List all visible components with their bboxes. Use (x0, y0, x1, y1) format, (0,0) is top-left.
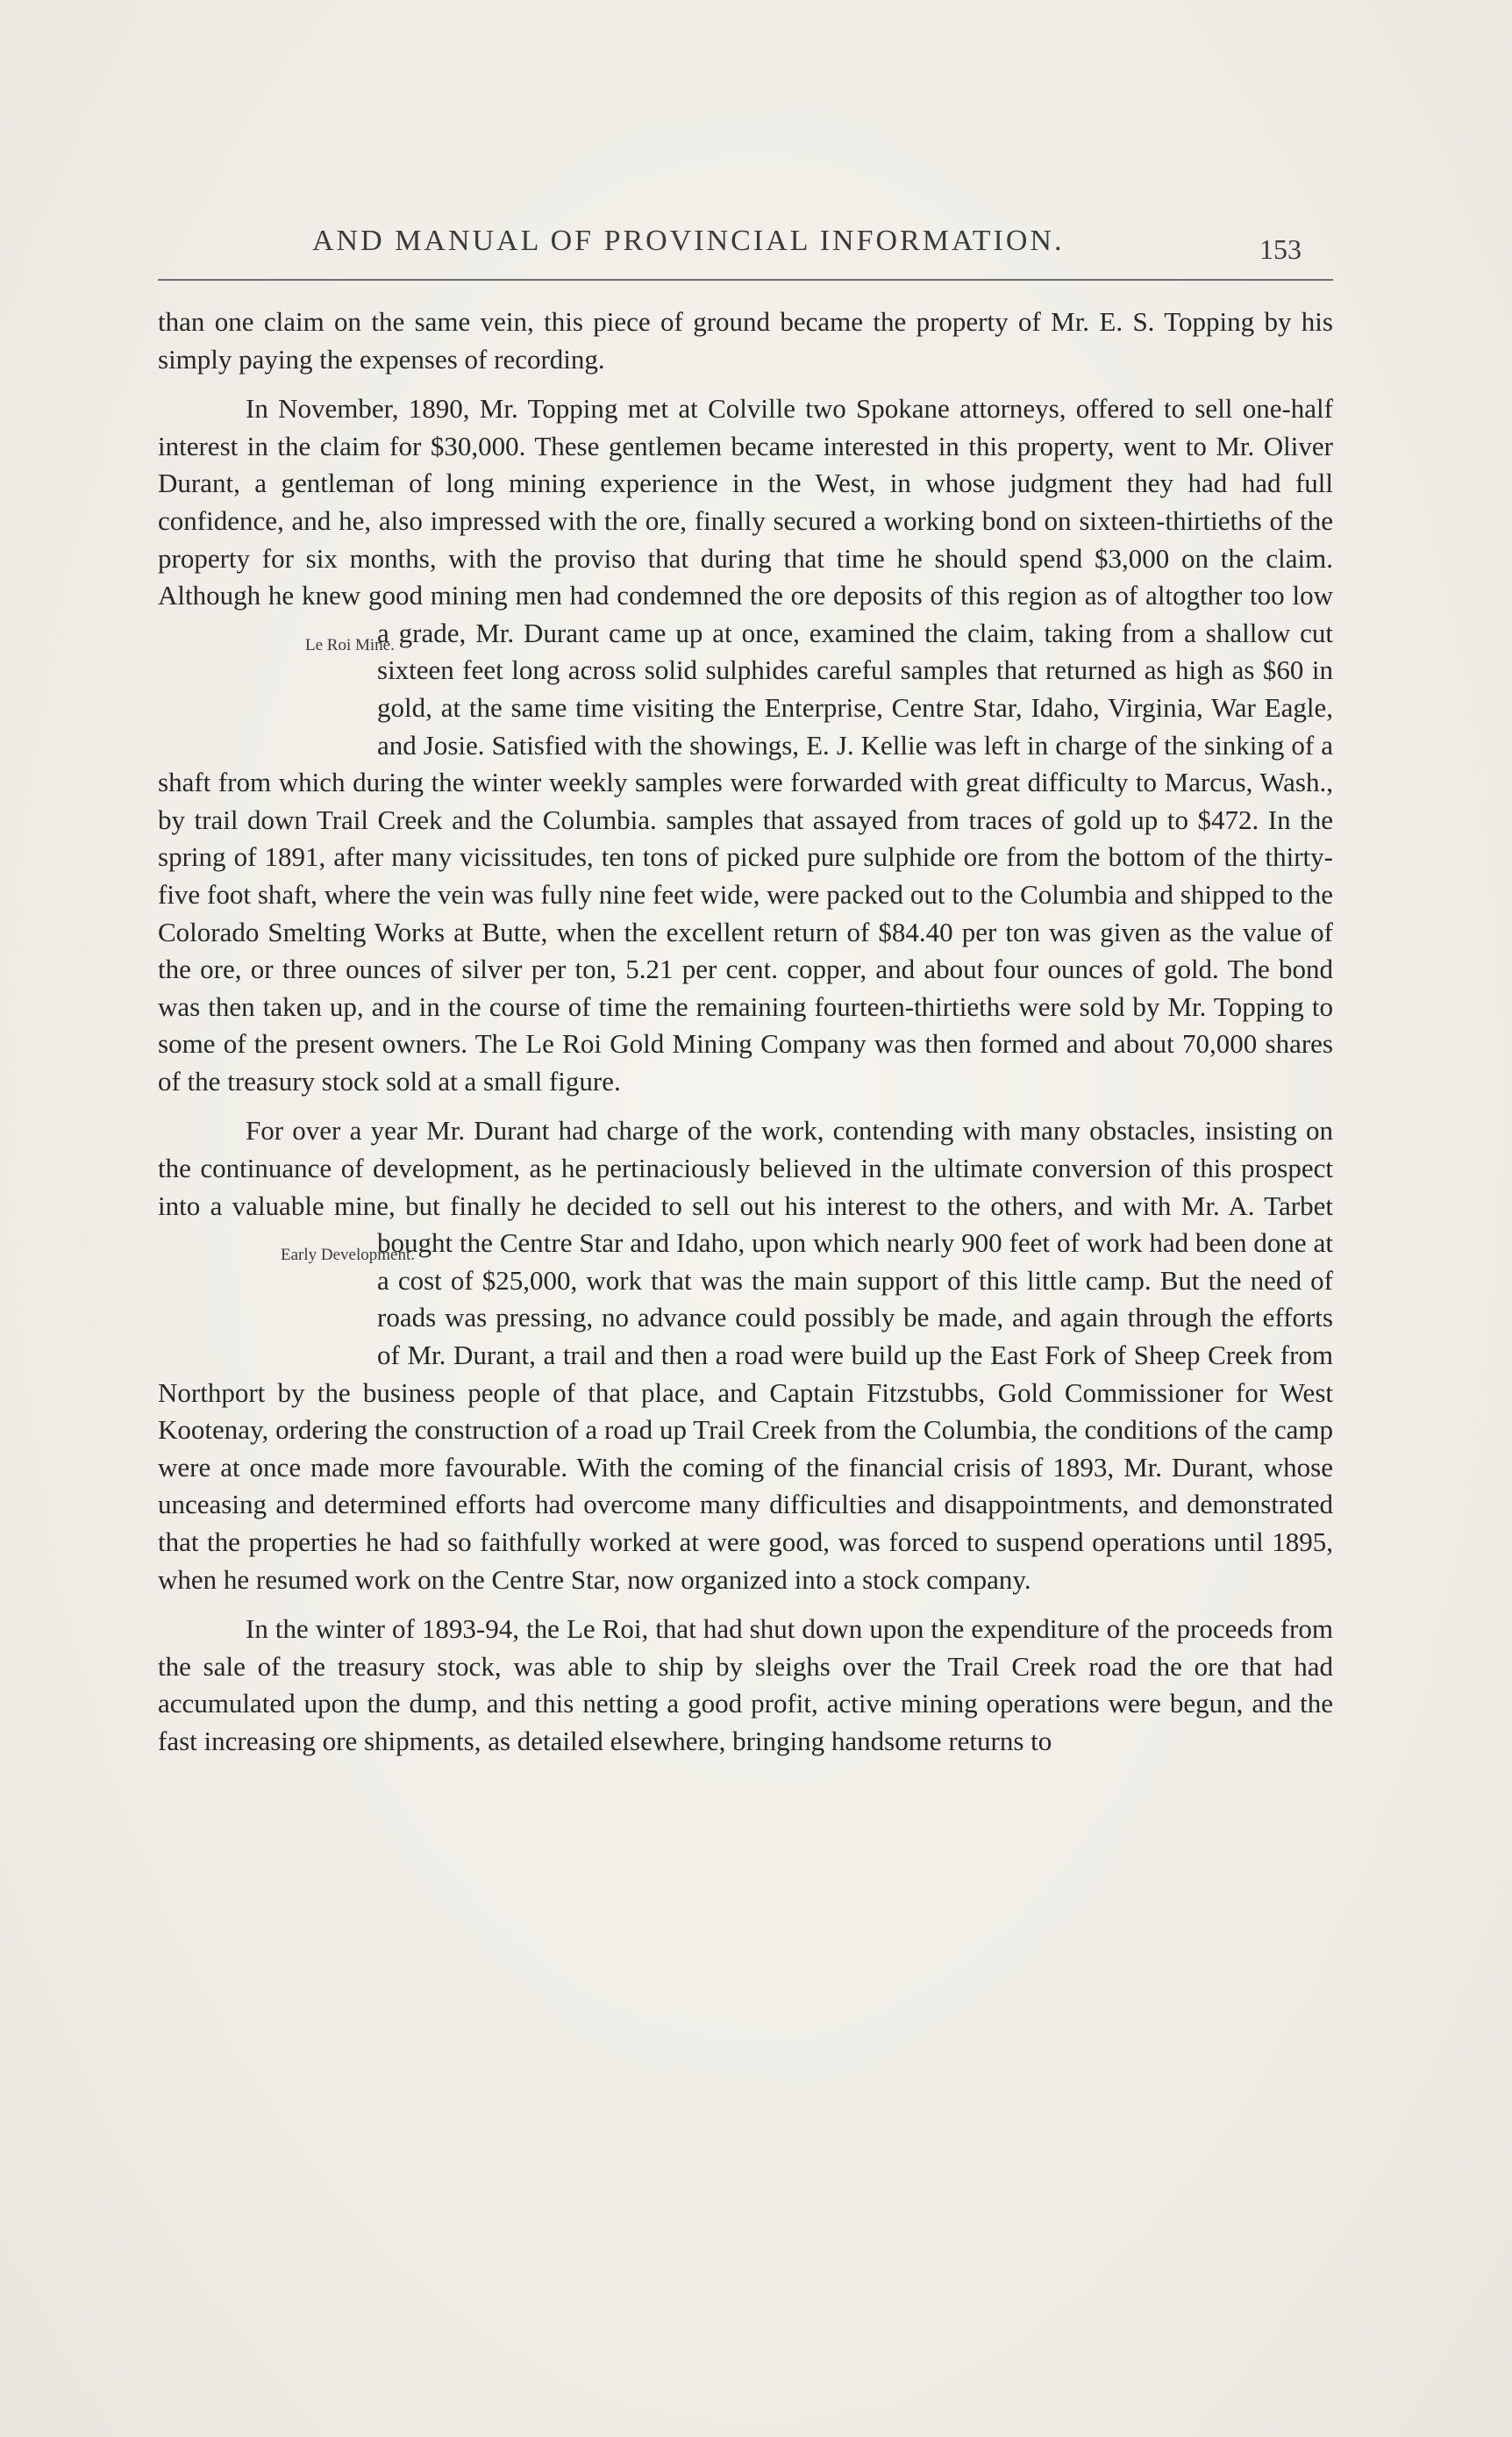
paragraph-3-start: For over a year Mr. Durant had charge of the work, contending with many obstacles, insisting on the continuance of development, as he pertinaciously believed in the ultimate conversion of this prospect into a valuable mine, but finally he decided to sell out his interest to the others, and with Mr. A. Tarbet bought (158, 1115, 1333, 1259)
paragraph-1: than one claim on the same vein, this piece of ground became the property of Mr. E. S. Topping by his simply paying the expenses of recording. (158, 306, 1333, 375)
sidenote-le-roi (158, 615, 395, 727)
paragraph-2 (158, 390, 1333, 1100)
sidenote-early-development-label: Early Development. (281, 1246, 416, 1265)
body-text (158, 304, 1333, 1773)
page-number: 153 (1259, 233, 1302, 265)
sidenote-le-roi-label: Le Roi Mine. (305, 635, 395, 654)
paragraph-3-rest: the Centre Star and Idaho, upon which nearly 900 feet of work had been done at a cost of $25,000, work that was the main support of this little camp. But the need of roads was pressing, no advance could possibly be made, and again through the efforts of Mr. Durant, a trail and then a road were build up the East Fork of Sheep Creek from Northport by the business people of that place, and Captain Fitzstubbs, Gold Commissioner for West Kootenay, ordering the construction of a road up Trail Creek from the Columbia, the conditions of the camp were at once made more favourable. With the coming of the financial crisis of 1893, Mr. Durant, whose unceasing and determined efforts had overcome many difficulties and disappointments, and demonstrated that the properties he had so faithfully worked at were good, was forced to suspend operations until 1895, when he resumed work on the Centre Star, now organized into a stock company. (158, 1227, 1333, 1595)
running-title: AND MANUAL OF PROVINCIAL INFORMATION. (312, 225, 1065, 257)
paragraph-2-start: In November, 1890, Mr. Topping met at Colville two Spokane attorneys, offered to sell one-half interest in the claim for $30,000. These gentlemen became interested in this property, went to Mr. Oliver Durant, a gentleman of long mining experience in the West, in whose judgment they had had full confidence, and he, also impressed with the ore, finally secured a working bond on sixteen-thirtieths of the property for six months, with the proviso that during that time he should spend $3,000 on the claim. Although he knew good mining men had condemned the ore deposits of this region as of altogther too low a grade, Mr. Durant came (158, 393, 1333, 648)
header-rule (158, 279, 1333, 281)
paragraph-4: In the winter of 1893-94, the Le Roi, that had shut down upon the expenditure of the proceeds from the sale of the treasury stock, was able to ship by sleighs over the Trail Creek road the ore that had accumulated upon the dump, and this netting a good profit, active mining operations were begun, and the fast increasing ore shipments, as detailed elsewhere, bringing handsome returns to (158, 1613, 1333, 1756)
page-header (158, 219, 1333, 281)
paragraph-2-rest: up at once, examined the claim, taking from a shallow cut sixteen feet long across solid sulphides careful samples that returned as high as $60 in gold, at the same time visiting the Enterprise, Centre Star, Idaho, Virginia, War Eagle, and Josie. Satisfied with the showings, E. J. Kellie was left in charge of the sinking of a shaft from which during the winter weekly samples were forwarded with great difficulty to Marcus, Wash., by trail down Trail Creek and the Columbia. samples that assayed from traces of gold up to $472. In the spring of 1891, after many vicissitudes, ten tons of picked pure sulphide ore from the bottom of the thirty-five foot shaft, where the vein was fully nine feet wide, were packed out to the Columbia and shipped to the Colorado Smelting Works at Butte, when the excellent return of $84.40 per ton was given as the value of the ore, or three ounces of silver per ton, 5.21 per cent. copper, and about four ounces of gold. The bond was then taken up, and in the course of time the remaining fourteen-thirtieths were sold by Mr. Topping to some of the present owners. The Le Roi Gold Mining Company was then formed and about 70,000 shares of the treasury stock sold at a small figure. (158, 617, 1333, 1097)
sidenote-early-development (158, 1225, 416, 1337)
paragraph-3 (158, 1112, 1333, 1598)
